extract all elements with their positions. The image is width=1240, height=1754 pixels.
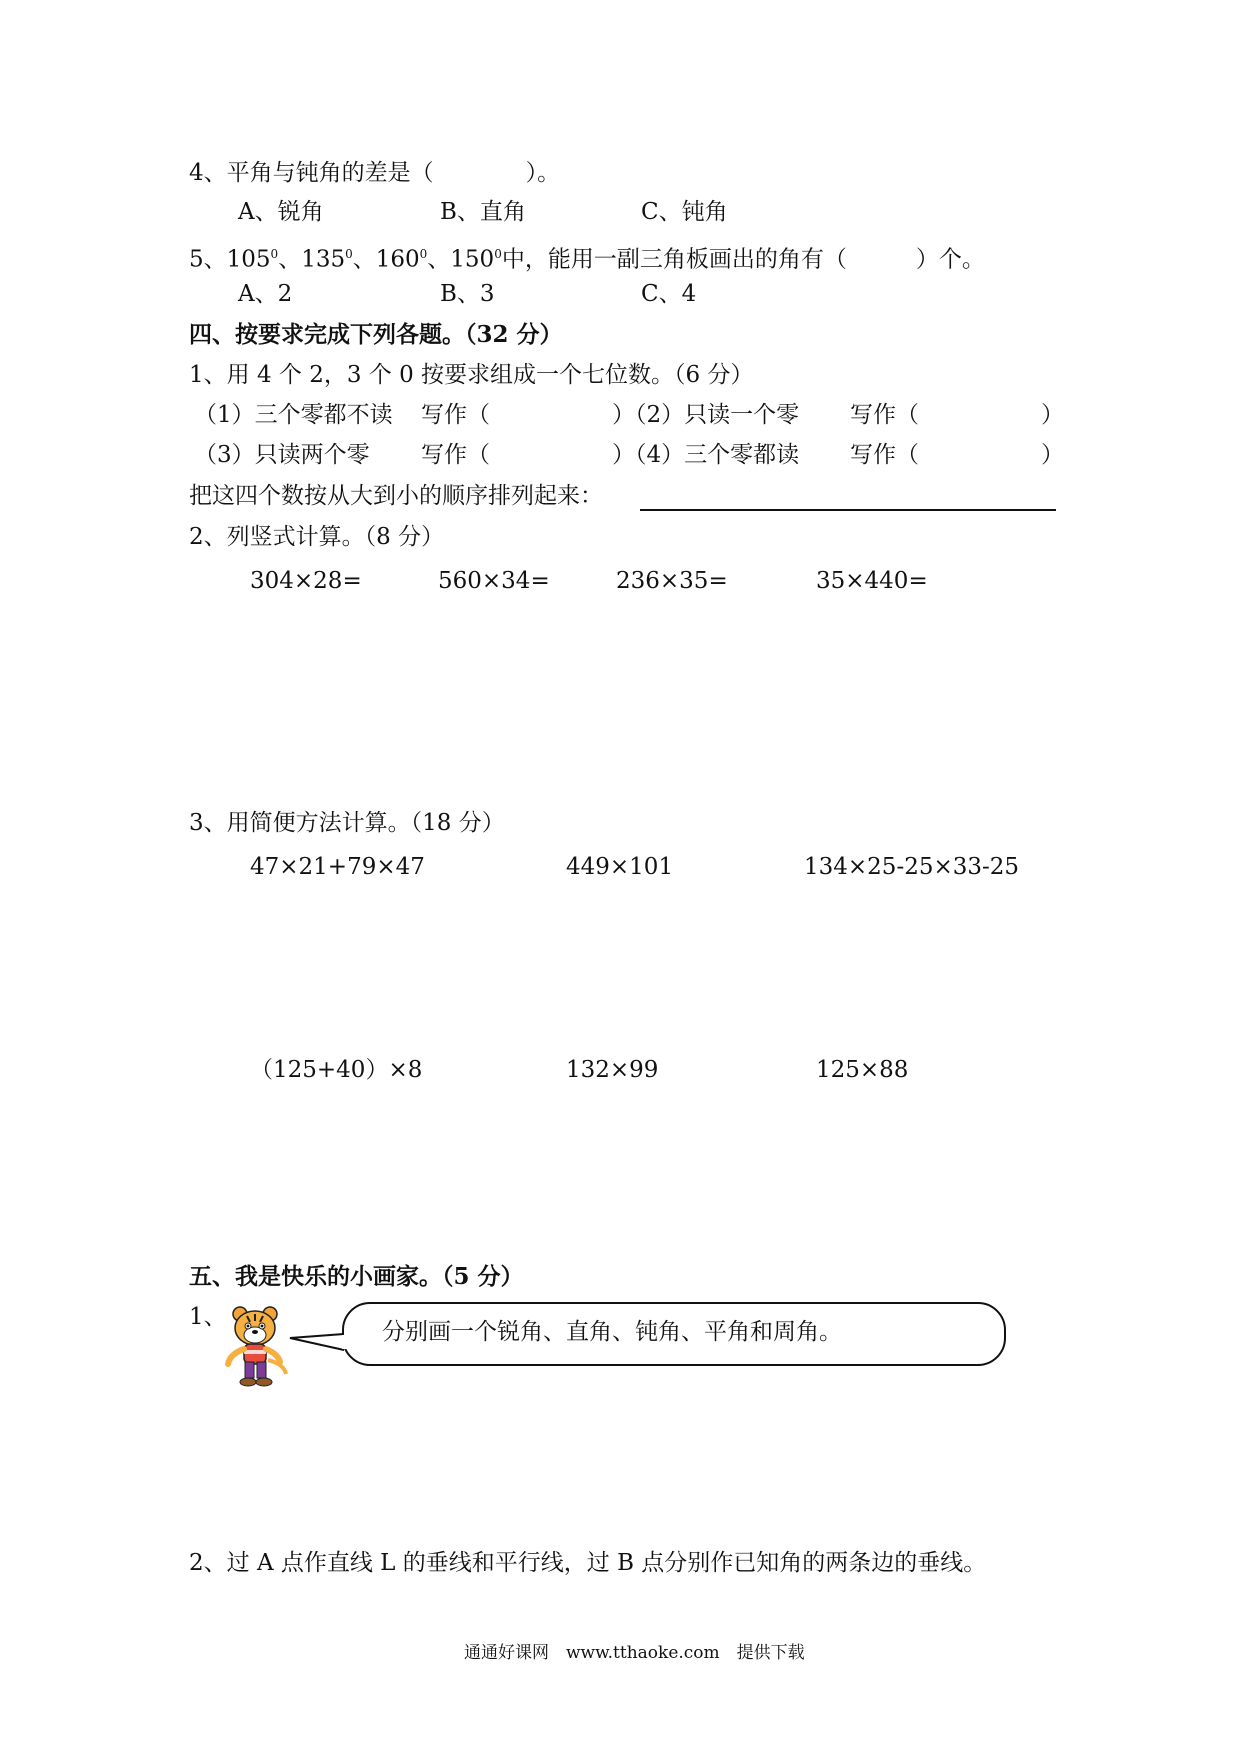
tiger-cartoon-icon xyxy=(222,1304,292,1390)
section4-title: 四、按要求完成下列各题。（32 分） xyxy=(189,321,563,348)
q4-stem: 4、平角与钝角的差是（ ）。 xyxy=(189,160,561,186)
s4-q1-item3-write: 写作（ xyxy=(421,442,490,468)
q5-option-c: C、4 xyxy=(641,281,697,307)
q5-option-b: B、3 xyxy=(440,281,495,307)
s5-q2-text: 2、过 A 点作直线 L 的垂线和平行线，过 B 点分别作已知角的两条边的垂线。 xyxy=(189,1550,987,1576)
s4-q1-item4-write: 写作（ xyxy=(850,442,919,468)
q5-option-a: A、2 xyxy=(238,281,293,307)
q4-option-c: C、钝角 xyxy=(641,199,728,225)
s5-q1-bubble-text: 分别画一个锐角、直角、钝角、平角和周角。 xyxy=(382,1319,842,1345)
s4-q3-expr-6: 125×88 xyxy=(816,1057,909,1083)
s4-q2-expr-4: 35×440= xyxy=(816,568,928,594)
s4-q1-stem: 1、用 4 个 2，3 个 0 按要求组成一个七位数。（6 分） xyxy=(189,362,754,388)
s4-q1-item4-end: ） xyxy=(1041,442,1064,468)
q4-option-a: A、锐角 xyxy=(238,199,324,225)
s4-q3-expr-5: 132×99 xyxy=(566,1057,659,1083)
s4-q2-expr-3: 236×35= xyxy=(616,568,728,594)
s4-q3-expr-2: 449×101 xyxy=(566,854,674,880)
s4-q1-item1-write: 写作（ xyxy=(421,402,490,428)
s4-q3-expr-3: 134×25-25×33-25 xyxy=(804,854,1020,880)
section5-title: 五、我是快乐的小画家。（5 分） xyxy=(189,1263,524,1290)
q4-option-b: B、直角 xyxy=(440,199,526,225)
s4-q1-item1: （1）三个零都不读 xyxy=(194,402,393,428)
speech-bubble-tail xyxy=(288,1330,348,1360)
s4-q1-item4: ）（4）三个零都读 xyxy=(612,442,800,468)
s4-q1-item2-write: 写作（ xyxy=(850,402,919,428)
s4-q2-expr-1: 304×28= xyxy=(250,568,362,594)
s4-q1-order: 把这四个数按从大到小的顺序排列起来： xyxy=(189,483,603,509)
s4-q1-item3: （3）只读两个零 xyxy=(194,442,370,468)
s4-q3-expr-4: （125+40）×8 xyxy=(250,1057,423,1083)
s4-q1-item2: ）（2）只读一个零 xyxy=(612,402,800,428)
s4-q3-expr-1: 47×21+79×47 xyxy=(250,854,425,880)
s4-q1-item2-end: ） xyxy=(1041,402,1064,428)
footer-text: 通通好课网 www.tthaoke.com 提供下载 xyxy=(464,1643,805,1663)
q5-stem: 5、$105^0$、$135^0$、$160^0$、$150^0$中，能用一副三角板画出的角有（ ）个。 xyxy=(189,246,985,273)
s5-q1-number: 1、 xyxy=(189,1304,227,1330)
s4-q2-stem: 2、列竖式计算。（8 分） xyxy=(189,524,445,550)
order-answer-line[interactable] xyxy=(640,509,1056,511)
s4-q2-expr-2: 560×34= xyxy=(438,568,550,594)
s4-q3-stem: 3、用简便方法计算。（18 分） xyxy=(189,810,505,836)
